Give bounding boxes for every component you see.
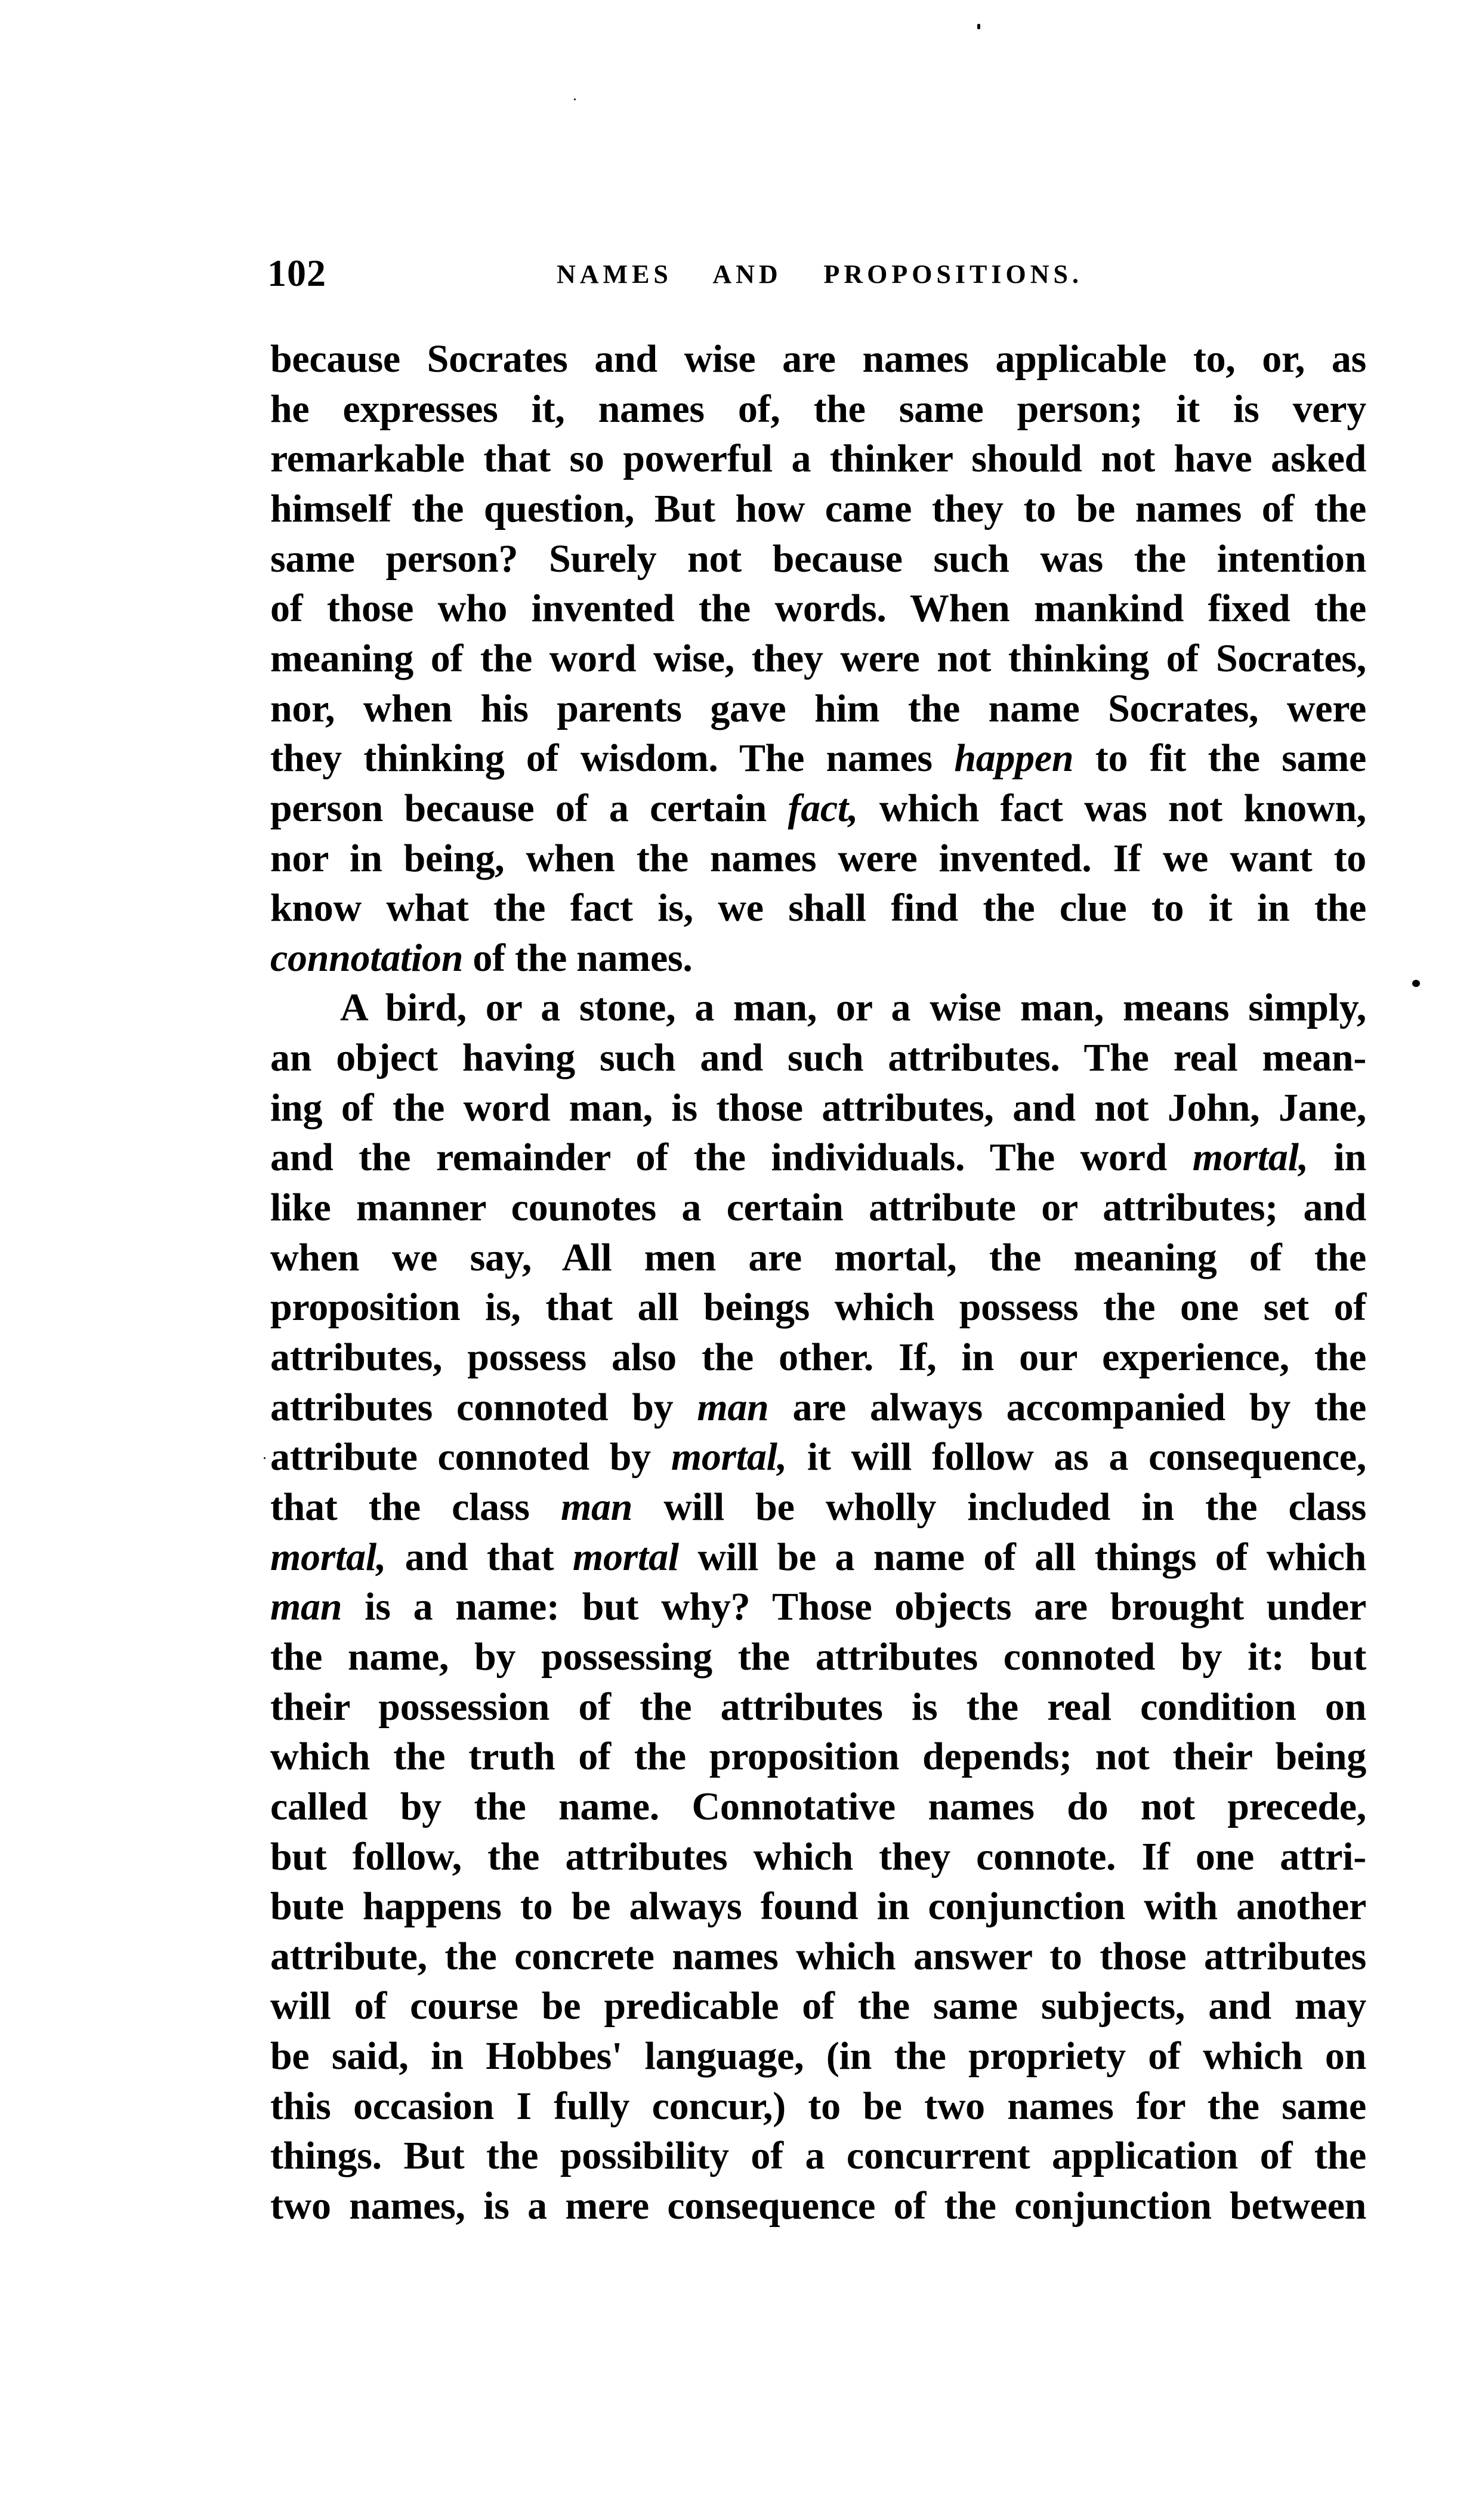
text-line — [270, 1832, 1366, 1882]
scan-speck — [264, 1457, 265, 1459]
italic-text: happen — [954, 736, 1074, 781]
running-head: NAMES AND PROPOSITIONS. — [557, 260, 1083, 289]
text-run: that the class — [270, 1485, 561, 1529]
text-run: this occasion I fully concur,) to be two names for the same — [270, 2084, 1366, 2128]
text-line — [270, 434, 1366, 484]
text-run: are always accompanied by the — [768, 1385, 1366, 1429]
text-line — [270, 334, 1366, 384]
italic-text: mortal — [572, 1535, 679, 1579]
text-line — [270, 1233, 1366, 1283]
text-line — [340, 983, 1366, 1033]
text-line — [270, 933, 1366, 983]
text-run: be said, in Hobbes' language, (in the propriety of which on — [270, 2034, 1366, 2078]
text-line — [270, 1732, 1366, 1782]
text-run: attribute, the concrete names which answer to those attributes — [270, 1934, 1366, 1978]
text-line — [270, 1881, 1366, 1932]
text-line — [270, 733, 1366, 784]
text-line — [270, 1981, 1366, 2031]
italic-text: man — [270, 1585, 342, 1629]
text-line — [270, 1432, 1366, 1482]
text-run: the name, by possessing the attributes connoted by it: but — [270, 1634, 1366, 1679]
text-run: nor in being, when the names were invented. If we want to — [270, 836, 1366, 880]
text-run: himself the question, But how came they to be names of the — [270, 486, 1366, 530]
text-run: to fit the same — [1073, 736, 1366, 781]
text-run: two names, is a mere consequence of the conjunction between — [270, 2184, 1366, 2228]
italic-text: mortal, — [1192, 1136, 1308, 1180]
text-run: an object having such and such attributes. The real mean- — [270, 1036, 1366, 1080]
text-line — [270, 883, 1366, 933]
text-run: will be wholly included in the class — [632, 1485, 1366, 1529]
italic-text: connotation — [270, 936, 464, 980]
text-run: will be a name of all things of which — [678, 1535, 1366, 1579]
italic-text: fact, — [788, 786, 859, 830]
text-run: same person? Surely not because such was the intention — [270, 536, 1366, 581]
text-run: their possession of the attributes is the real condition on — [270, 1685, 1366, 1729]
text-line — [270, 384, 1366, 434]
text-line — [270, 2031, 1366, 2081]
scan-speck — [977, 24, 980, 29]
text-run: and that — [386, 1535, 573, 1579]
text-run: ing of the word man, is those attributes, and not John, Jane, — [270, 1085, 1366, 1130]
text-run: and the remainder of the individuals. The word — [270, 1136, 1193, 1180]
text-run: they thinking of wisdom. The names — [270, 736, 955, 781]
italic-text: man — [560, 1485, 633, 1529]
text-run: nor, when his parents gave him the name Socrates, were — [270, 686, 1366, 730]
text-run: things. But the possibility of a concurrent application of the — [270, 2134, 1366, 2178]
text-line — [270, 784, 1366, 834]
text-run: when we say, All men are mortal, the meaning of the — [270, 1235, 1366, 1279]
scan-speck — [574, 98, 576, 100]
text-run: bute happens to be always found in conjunction with another — [270, 1884, 1366, 1929]
text-line — [270, 634, 1366, 684]
text-line — [270, 1183, 1366, 1233]
text-line — [270, 1383, 1366, 1433]
text-line — [270, 1632, 1366, 1682]
text-line — [270, 484, 1366, 534]
text-line — [270, 1482, 1366, 1532]
text-run: attributes, possess also the other. If, in our experience, the — [270, 1335, 1366, 1379]
page-number: 102 — [267, 252, 326, 294]
text-line — [270, 2131, 1366, 2181]
text-run: like manner counotes a certain attribute or attributes; and — [270, 1186, 1366, 1230]
italic-text: mortal, — [270, 1535, 387, 1579]
scan-speck — [1412, 980, 1420, 987]
text-run: he expresses it, names of, the same person; it is very — [270, 387, 1366, 431]
text-run: know what the fact is, we shall find the clue to it in the — [270, 886, 1366, 930]
text-run: is a name: but why? Those objects are brought under — [342, 1585, 1366, 1629]
text-run: A bird, or a stone, a man, or a wise man, means simply, — [340, 986, 1366, 1030]
italic-text: man — [697, 1385, 769, 1429]
text-line — [270, 1532, 1366, 1583]
text-run: in — [1308, 1136, 1366, 1180]
text-run: of those who invented the words. When mankind fixed the — [270, 587, 1366, 631]
text-line — [270, 534, 1366, 584]
text-line — [270, 1932, 1366, 1982]
text-line — [270, 2181, 1366, 2231]
text-line — [270, 2081, 1366, 2132]
text-run: which the truth of the proposition depends; not their being — [270, 1735, 1366, 1779]
text-line — [270, 1582, 1366, 1632]
text-line — [270, 584, 1366, 634]
text-run: attribute connoted by — [270, 1435, 671, 1479]
text-line — [270, 1083, 1366, 1133]
text-run: person because of a certain — [270, 786, 788, 830]
text-run: called by the name. Connotative names do not precede, — [270, 1784, 1366, 1828]
text-line — [270, 1133, 1366, 1183]
text-run: will of course be predicable of the same subjects, and may — [270, 1984, 1366, 2028]
text-line — [270, 1282, 1366, 1333]
text-run: remarkable that so powerful a thinker should not have asked — [270, 437, 1366, 481]
text-run: proposition is, that all beings which possess the one set of — [270, 1285, 1366, 1330]
text-run: attributes connoted by — [270, 1385, 697, 1429]
text-line — [270, 684, 1366, 734]
text-line — [270, 834, 1366, 884]
text-line — [270, 1033, 1366, 1083]
text-run: meaning of the word wise, they were not thinking of Socrates, — [270, 636, 1366, 680]
text-run: which fact was not known, — [858, 786, 1366, 830]
text-run: because Socrates and wise are names applicable to, or, as — [270, 337, 1366, 381]
text-run: of the names. — [463, 936, 693, 980]
text-line — [270, 1782, 1366, 1832]
text-run: it will follow as a consequence, — [786, 1435, 1366, 1479]
text-line — [270, 1333, 1366, 1383]
text-line — [270, 1682, 1366, 1732]
text-run: but follow, the attributes which they connote. If one attri- — [270, 1834, 1366, 1879]
italic-text: mortal, — [671, 1435, 787, 1479]
